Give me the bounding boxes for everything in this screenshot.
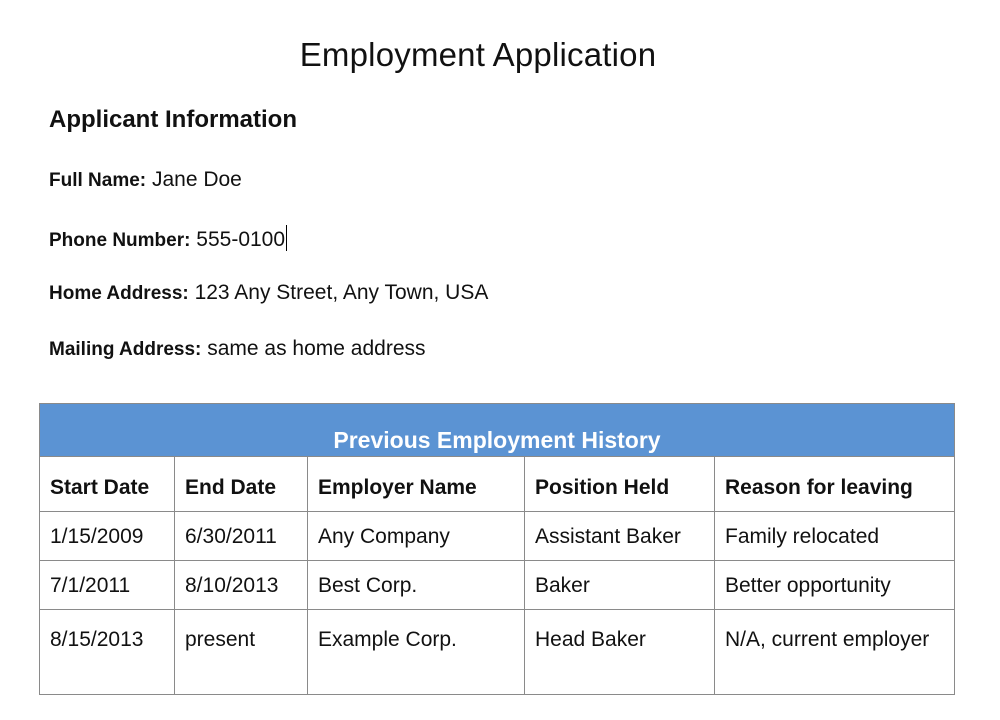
table-cell[interactable]: 7/1/2011 (40, 561, 175, 610)
table-header-row (40, 457, 955, 512)
home-address-field[interactable] (49, 281, 488, 305)
phone-number-field[interactable] (49, 225, 287, 252)
home-address-label: Home Address: (49, 283, 189, 304)
table-cell[interactable]: Head Baker (525, 610, 715, 695)
mailing-address-field[interactable] (49, 337, 426, 361)
table-cell[interactable]: Better opportunity (715, 561, 955, 610)
employment-history-title: Previous Employment History (40, 404, 955, 457)
table-cell[interactable]: Family relocated (715, 512, 955, 561)
table-cell[interactable]: 6/30/2011 (175, 512, 308, 561)
home-address-value[interactable]: 123 Any Street, Any Town, USA (194, 281, 489, 304)
table-row (40, 610, 955, 695)
table-cell[interactable]: N/A, current employer (715, 610, 955, 695)
table-row (40, 512, 955, 561)
column-header-start-date: Start Date (40, 457, 175, 512)
full-name-label: Full Name: (49, 170, 147, 191)
phone-number-value[interactable]: 555-0100 (196, 228, 286, 251)
column-header-reason-for-leaving: Reason for leaving (715, 457, 955, 512)
table-cell[interactable]: Assistant Baker (525, 512, 715, 561)
employment-history-table (39, 403, 955, 695)
full-name-value[interactable]: Jane Doe (151, 168, 242, 191)
column-header-position-held: Position Held (525, 457, 715, 512)
applicant-info-heading: Applicant Information (49, 106, 297, 133)
table-cell[interactable]: 1/15/2009 (40, 512, 175, 561)
text-cursor (286, 225, 287, 251)
table-row (40, 561, 955, 610)
table-cell[interactable]: Baker (525, 561, 715, 610)
phone-number-label: Phone Number: (49, 230, 191, 251)
column-header-employer-name: Employer Name (308, 457, 525, 512)
mailing-address-value[interactable]: same as home address (207, 337, 426, 360)
mailing-address-label: Mailing Address: (49, 339, 202, 360)
table-cell[interactable]: Best Corp. (308, 561, 525, 610)
table-cell[interactable]: 8/10/2013 (175, 561, 308, 610)
column-header-end-date: End Date (175, 457, 308, 512)
document-title: Employment Application (299, 36, 657, 73)
full-name-field[interactable] (49, 168, 242, 192)
table-cell[interactable]: present (175, 610, 308, 695)
table-cell[interactable]: 8/15/2013 (40, 610, 175, 695)
table-cell[interactable]: Example Corp. (308, 610, 525, 695)
table-cell[interactable]: Any Company (308, 512, 525, 561)
